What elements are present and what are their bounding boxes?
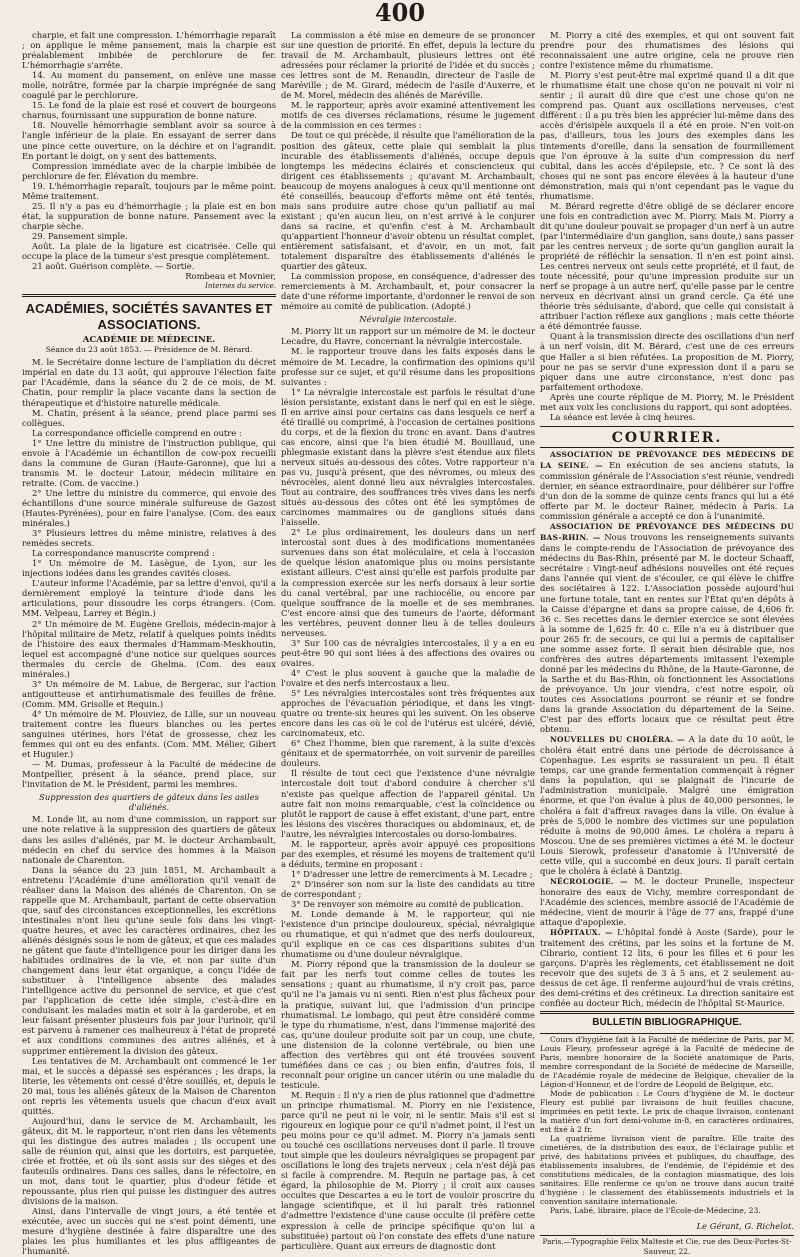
page-number: 400 — [374, 0, 426, 27]
case-paragraph: 25. Il n'y a pas eu d'hémorrhagie ; la plaie est en bon état, la suppuration de bonne nature. Pansement avec la charpie sèche. — [22, 200, 276, 231]
session-paragraph: La correspondance manuscrite comprend : — [32, 548, 215, 559]
neuralgie-paragraph: M. le rapporteur trouve dans les faits exposés dans le mémoire de M. Lecadre, la confirmation des opinions qu'il professe sur ce sujet, et qu'il résume dans les propositions suivantes : — [281, 346, 535, 387]
courrier-text: M. le docteur Prunelle, inspecteur honoraire des eaux de Vichy, membre correspondant de l'Académie des sciences, membre associé de l'Académie de médecine, vient de mourir à l'âge de 77 ans, frappé d'une attaque d'apoplexie. — [540, 875, 794, 928]
biblio-heading: BULLETIN BIBLIOGRAPHIQUE. — [592, 1017, 742, 1029]
debate-paragraph: M. Piorry a cité des exemples, et qui ont souvent fait prendre pour des rhumatismes des lésions qui reconnaissaient une autre origine, cela ne prouve rien contre l'existence même du rhumatisme. — [540, 30, 794, 71]
courrier-text: A la date du 10 août, le choléra était entré dans une période de décroissance à Copenhague. Les esprits se rassuraient un peu. Il était temps, car une grande fermentation commençait à régner dans la population, qui se plaignait de l'incurie de l'administration municipale. Malgré une émigration énorme, et que l'on évalue à plus de 40,000 personnes, le choléra a fait d'affreux ravages dans la ville. On évalue à près de 5,000 le nombre des victimes sur une population réduite à moins de 90,000 âmes. Le choléra a reparu à Moscou. Une de ses premières victimes a été M. le docteur Louis Sierowk, professeur d'anatomie à l'Université de cette ville, qui a succombé en deux jours. Il paraît certain que le choléra à éclaté à Dantzig. — [540, 734, 794, 876]
signature — [22, 271, 276, 291]
neuralgie-paragraph: 6° Chez l'homme, bien que rarement, à la suite d'excès génitaux et de spermatorrhée, on voit survenir de pareilles douleurs. — [281, 738, 535, 769]
biblio-paragraph: La quatrième livraison vient de paraître. Elle traite des cimetières, de la distribution des eaux, de l'éclairage public et privé, des habitations privées et publiques, du chauffage, des établissements insalubres, de l'endémie, de l'épidémie et des constitutions médicales, de la contagion miasmatique, des lois sanitaires. Elle renferme ce qu'on ne trouve dans aucun traité d'hygiène : le classement des établissements industriels et la convention sanitaire internationale. — [540, 1133, 794, 1206]
commission-report — [281, 30, 535, 311]
session-paragraph: 1° Une lettre du ministre de l'instruction publique, qui envoie à l'Académie un échantillon de cow-pox recueilli dans la commune de Guran (Haute-Garonne), que lui a transmis M. le docteur Latour, médecin militaire en retraite. (Com. de vaccine.) — [22, 437, 276, 488]
biblio-paragraph: Paris, Labé, libraire, place de l'École-de-Médecine, 23. — [550, 1205, 761, 1215]
suppression-paragraph: M. Londe lit, au nom d'une commission, un rapport sur une note relative à la suppression des quartiers de gâteux dans les asiles d'aliénés, par M. le docteur Archambault, médecin en chef du service des hommes à la Maison nationale de Charenton. — [22, 814, 276, 865]
neuralgie-paragraph: M. Piorry répond que la transmission de la douleur se fait par les nerfs tout comme celles de toutes les sensations ; quant au rhumatisme, il n'y croit pas, parce qu'il ne l'a jamais vu ni senti. Rien n'est plus fâcheux pour la pratique, suivant lui, que l'admission d'un principe rhumatismal. Le lombago, qui peut être considéré comme le type du rhumatisme, n'est, dans l'immense majorité des cas, qu'une douleur produite soit par un coup, une chute, une distension de la colonne vertébrale, ou bien une affection des vertèbres qui ont été trouvées souvent tuméfiées dans ce cas ; ou bien enfin, d'autres fois, il reconnaît pour origine un cancer utérin ou une maladie du testicule. — [281, 959, 535, 1090]
biblio-rule — [540, 1011, 794, 1014]
debate-paragraph: Quant à la transmission directe des oscillations d'un nerf à un nerf voisin, dit M. Bérard, c'est une de ces erreurs que Haller a si bien réfutées. La proposition de M. Piorry, pour ne pas se servir d'une expression dont il a paru se piquer dans une autre circonstance, n'est donc pas parfaitement orthodoxe. — [540, 331, 794, 392]
session-paragraph: 1° Un mémoire de M. Lasègue, de Lyon, sur les injections iodées dans les grandes cavités closes. — [22, 558, 276, 579]
neuralgie-paragraph: 3° Sur 100 cas de névralgies intercostales, il y a en eu peut-être 90 qui sont liées à des affections des ovaires ou ovaires. — [281, 637, 535, 668]
commission-paragraph: La commission a été mise en demeure de se prononcer sur une question de priorité. En effet, depuis la lecture du travail de M. Archambault, plusieurs lettres ont été adressées pour réclamer la priorité de l'idée et du succès ; ces lettres sont de M. Renaudin, directeur de l'asile de Maréville ; de M. Girard, médecin de l'asile d'Auxerre, et de M. Morel, médecin des aliénés de Maréville. — [281, 30, 535, 101]
case-paragraph: 21 août. Guérison complète. — Sortie. — [32, 261, 195, 272]
session-paragraph: 4° Un mémoire de M. Plouviez, de Lille, sur un nouveau traitement contre les flueurs blanches ou les pertes sanguines utérines, hors l'état de grossesse, chez les femmes qui ont eu des enfants. (Com. MM. Mélier, Gibert et Huguier.) — [22, 708, 276, 760]
case-paragraph: Août. La plaie de la ligature est cicatrisée. Celle qui occupe la place de la tumeur s'est presque complètement. — [22, 240, 276, 262]
case-paragraph: 19. L'hémorrhagie reparaît, toujours par le même point. Même traitement. — [22, 180, 276, 201]
courrier-rule-bottom — [540, 447, 794, 448]
case-paragraph: charpie, et fait une compression. L'hémorrhagie reparaît ; on applique le même pansement, mais la charpie est préalablement imbibée de perchlorure de fer. L'hémorrhagie s'arrête. — [22, 30, 276, 71]
neuralgie-paragraph: 2° Le plus ordinairement, les douleurs dans un nerf intercostal sont dues à des modifications momentanées survenues dans son état moléculaire, et cela à l'occasion de quelque lésion anatomique plus ou moins persistante existant ailleurs. C'est ainsi qu'elle est parfois produite par la compression exercée sur les nerfs dorsaux à leur sortie du canal vertébral, par une rachiocélie, ou encore par quelque souffrance de la moelle et de ses membranes. C'est encore ainsi que des tumeurs de l'aorte, déformant les vertèbres, peuvent donner lieu à de telles douleurs nerveuses. — [281, 527, 535, 638]
neuralgie-paragraph: M. le rapporteur, après avoir appuyé ces propositions par des exemples, et résumé les moyens de traitement qu'il a déduits, termine en proposant : — [281, 838, 535, 869]
session-paragraph: 3° Un mémoire de M. Labue, de Bergerac, sur l'action antigoutteuse et antirhumatismale des feuilles de frêne. (Comm. MM. Grisolle et Requin.) — [22, 678, 276, 709]
session-report — [22, 357, 276, 789]
courrier-keyword: NÉCROLOGIE. — — [550, 876, 628, 886]
courrier-text: Nous trouvons les renseignements suivants dans le compte-rendu de l'Association de prévoyance des médecins du Bas-Rhin, présenté par M. le docteur Schaaff, secrétaire : Vingt-neuf adhésions nouvelles ont été reçues dans l'année qui vient de s'écouler, ce qui élève le chiffre des sociétaires à 122. L'Association possède aujourd'hui une fortune totale, tant en rentes sur l'État qu'en dépôts à la Caisse d'épargne et dans sa propre caisse, de 4,606 fr. 36 c. Ses recettes dans le dernier exercice se sont élevées à la somme de 1,625 fr. 40 c. Elle n'a eu à distribuer que pour 265 fr. de secours, ce qui lui a permis de capitaliser une somme assez forte. Il serait bien désirable que, nos confrères des autres départements imitassent l'exemple donné par les médecins du Rhône, de la Haute-Garonne, de la Sarthe et du Bas-Rhin, où fonctionnent les Associations de prévoyance. Un jour viendra, c'est notre espoir, où toutes ces Associations pourront se réunir et se fondre dans la grande Association du département de la Seine. C'est par des efforts locaux que ce résultat peut être obtenu. — [540, 532, 794, 735]
signature-names: Rombeau et Movnier, — [185, 271, 276, 282]
commission-paragraph: La commission propose, en conséquence, d'adresser des remerciements à M. Archambault, et, pour consacrer la date d'une réforme importante, d'ordonner le renvoi de son mémoire au comité de publication. (Adopté.) — [281, 271, 535, 312]
case-paragraph: 18. Nouvelle hémorrhagie semblant avoir sa source à l'angle inférieur de la plaie. En essayant de serrer dans une pince cette ouverture, on la déchire et on l'agrandit. En portant le doigt, on y sent des battements. — [22, 120, 276, 161]
section-rule — [22, 294, 276, 297]
courrier-keyword: ASSOCIATION DE PRÉVOYANCE DES MÉDECINS DU BAS-RHIN. — — [540, 522, 794, 543]
debate-report — [540, 30, 794, 422]
session-paragraph: 3° Plusieurs lettres du même ministre, relatives à des remèdes secrets. — [22, 528, 276, 549]
column-2 — [281, 30, 535, 1251]
case-paragraph: 15. Le fond de la plaie est rosé et couvert de bourgeons charnus, fournissant une suppuration de bonne nature. — [22, 100, 276, 121]
case-paragraph: 14. Au moment du pansement, on enlève une masse molle, noirâtre, formée par la charpie imprégnée de sang coagulé par le perchlorure. — [22, 70, 276, 101]
session-paragraph: — M. Dumas, professeur à la Faculté de médecine de Montpellier, présent à la séance, prend place, sur l'invitation de M. le Président, parmi les membres. — [22, 759, 276, 790]
session-paragraph: L'auteur informe l'Académie, par sa lettre d'envoi, qu'il a dernièrement employé la teinture d'iode dans les articulations, pour dissoudre les corps étrangers. (Com. MM. Velpeau, Larrey et Bégin.) — [22, 578, 276, 619]
courrier-item — [540, 927, 794, 1008]
suppression-paragraph: Aujourd'hui, dans le service de M. Archambault, les gâteux, dit M. le rapporteur, n'ont rien dans les vêtements qui les distingue des autres malades ; ils occupent une salle de réunion qui, ainsi que les dortoirs, est parquetée, cirée et frottée, et où ils sont assis sur des sièges et des fauteuils ordinaires. Dans ces salles, dans le réfectoire, en un mot, dans tout le quartier, plus d'odeur fétide et repoussante, plus rien qui puisse les distinguer des autres divisions de la maison. — [22, 1115, 276, 1207]
suppression-paragraph: Dans la séance du 23 juin 1851, M. Archambault a entretenu l'Académie d'une amélioration qu'il venait de réaliser dans la Maison des aliénés de Charenton. On se rappelle que M. Archambault, partant de cette observation que, sauf des circonstances exceptionnelles, les excrétions intestinales n'ont lieu qu'une seule fois dans les vingt-quatre heures, et avec les caractères ordinaires, chez les aliénés désignés sous le nom de gâteux, et que ces malades ne gâtent que faute d'intelligence pour les diriger dans les habitudes ordinaires de la vie, et non par suite d'un changement dans leur état organique, a conçu l'idée de substituer à l'intelligence absente des malades l'intelligence active du personnel de service, et que c'est par l'application de cette idée simple, c'est-à-dire en conduisant les malades matin et soir à la garderobe, et en leur faisant présenter plusieurs fois par jour l'urinoir, qu'il est parvenu à ramener ces malheureux à l'état de propreté et aux conditions communes des autres aliénés, et à supprimer entièrement la division des gâteux. — [22, 864, 276, 1056]
biblio-items — [540, 1035, 794, 1215]
debate-paragraph: M. Piorry s'est peut-être mal exprimé quand il a dit que le rhumatisme était une chose qu'on ne pouvait ni voir ni sentir ; il aurait dû dire que c'est une chose qu'on ne comprend pas. Quant aux oscillations nerveuses, c'est différent : il a pu très bien les apprécier lui-même dans des accès d'érisipèle auxquels il a été en proie. N'en voit-on pas, d'ailleurs, tous les jours des exemples dans les tintements d'oreille, dans la sensation de fourmillement que l'on éprouve à la suite d'un compression du nerf cubital, dans les accès d'épilepsie, etc. ? Ce sont là des choses qui ne sont pas encore élevées à la hauteur d'une démonstration, mais qui n'ont cependant pas le vague du rhumatisme. — [540, 70, 794, 201]
debate-paragraph: M. Bérard regrette d'être obligé de se déclarer encore une fois en contradiction avec M. Piorry. Mais M. Piorry a dit qu'une douleur pouvait se propager d'un nerf à un autre (par l'intermédiaire d'un ganglion, sans doute,) sans passer par les centres nerveux ; de sorte qu'un ganglion aurait la propriété de réfléchir la sensation. Il n'en est point ainsi. Les centres nerveux ont seuls cette propriété, et il faut, de toute nécessité, pour qu'une impression produite sur un nerf se propage à un autre nerf, qu'elle passe par le centre nerveux en décrivant ainsi un grand cercle. Ça été une théorie très séduisante, d'abord, que celle qui consistait à attribuer l'action réflexe aux ganglions ; mais cette théorie a été démontrée fausse. — [540, 200, 794, 332]
session-paragraph: M. Chatin, présent à la séance, prend place parmi ses collègues. — [22, 407, 276, 428]
neuralgie-paragraph: Il résulte de tout ceci que l'existence d'une névralgie intercostale doit tout d'abord conduire à chercher s'il n'existe pas quelque affection de l'appareil génital. Un autre fait non moins remarquable, c'est la coïncidence ou plutôt le rapport de cause à effet existant, d'une part, entre les lésions des viscères thoraciques ou abdominaux, et, de l'autre, les névralgies intercostales ou dorso-lombaires. — [281, 768, 535, 839]
session-paragraph: M. le Secrétaire donne lecture de l'ampliation du décret impérial en date du 13 août, qui approuve l'élection faite par l'Académie, dans la séance du 2 de ce mois, de M. Chatin, pour remplir la place vacante dans la section de thérapeutique et d'histoire naturelle médicale. — [22, 357, 276, 408]
neuralgie-report — [281, 326, 535, 1250]
imprint-line: Paris.—Typographie Félix Malteste et Cie, rue des Deux-Portes-St-Sauveur, 22. — [542, 1236, 792, 1256]
neuralgie-paragraph: 1° D'adresser une lettre de remerciments à M. Lecadre ; — [291, 868, 533, 879]
biblio-rule-bottom — [540, 1033, 794, 1034]
suppression-paragraph: Les tentatives de M. Archambault ont commencé le 1er mai, et le succès a dépassé ses espérances ; les draps, la literie, les vêtements ont cessé d'être souillés, et, depuis le 20 mai, tous les aliénés gâteux de la Maison de Charenton ont repris les vêtements usuels que chacun d'eux avait quittés. — [22, 1055, 276, 1116]
courrier-item — [540, 521, 794, 734]
courrier-keyword: HÔPITAUX. — — [550, 928, 613, 938]
neuralgie-heading: Névralgie intercostale. — [359, 314, 457, 325]
biblio-paragraph: Mode de publication : Le Cours d'hygiène de M. le docteur Fleury est publié par livraisons de huit feuilles chacune, imprimées en petit texte. Le prix de chaque livraison, contenant la matière d'un fort demi-volume in-8, en caractères ordinaires, est fixé à 2 fr. — [540, 1088, 794, 1134]
courrier-item — [540, 876, 794, 927]
neuralgie-paragraph: M. Londe demande à M. le rapporteur, qui nie l'existence d'un principe douloureux, spécial, névralgique ou rhumatique, et qui n'admet que des nerfs douloureux, qu'il explique en ce cas ces disparitions subites d'un rhumatisme ou d'une douleur névralgique. — [281, 909, 535, 960]
courrier-items — [540, 449, 794, 1009]
neuralgie-paragraph: 4° C'est le plus souvent à gauche que la maladie de l'ovaire et des nerfs intercostaux a lieu. — [281, 667, 535, 688]
section-title: ACADÉMIES, SOCIÉTÉS SAVANTES ET ASSOCIATIONS. — [25, 301, 273, 333]
neuralgie-paragraph: 1° La névralgie intercostale est parfois le résultat d'une lésion persistante, existant dans le nerf qui en est le siège. Il en arrive ainsi pour certains cas dans lesquels ce nerf a été tiraillé ou comprimé, à l'occasion de certaines positions du corps, et de la flexion du tronc en avant. Dans d'autres cas encore, ainsi que l'a bien étudié M. Bouillaud, une phlegmasie existant dans la plèvre s'est étendue aux filets nerveux situés au-dessous des côtes. Votre rapporteur n'a pas vu, jusqu'à présent, que des névromes, ou mieux des névrocèles, aient donné lieu aux névralgies intercostales. Tout au contraire, des souffrances très vives dans les nerfs situés au-dessous des côtes ont été les symptômes de carcinomes mammaires ou de ganglions situés dans l'aisselle. — [281, 386, 535, 528]
academy-heading: ACADÉMIE DE MÉDECINE. — [82, 335, 216, 346]
courrier-heading: COURRIER. — [611, 429, 723, 446]
debate-paragraph: La séance est levée à cinq heures. — [550, 411, 696, 422]
case-paragraph: Compression immédiate avec de la charpie imbibée de perchlorure de fer. Élévation du membre. — [22, 160, 276, 181]
suppression-heading: Suppression des quartiers de gâteux dans les asiles d'aliénés. — [39, 792, 259, 813]
commission-paragraph: De tout ce qui précède, il résulte que l'amélioration de la position des gâteux, cette plaie qui semblait la plus incurable des établissements d'aliénés, occupe depuis longtemps les médecins éclairés et consciencieux qui dirigent ces établissements ; qu'avant M. Archambault, beaucoup de moyens analogues à ceux qu'il mentionne ont été conseillés, beaucoup d'efforts même ont été tentés, mais sans produire autre chose qu'un palliatif au mal existant ; qu'en aucun lieu, on n'est arrivé à le conjurer dans sa racine, et qu'enfin c'est à M. Archambault qu'appartient l'honneur d'avoir obtenu un résultat complet, entièrement satisfaisant, et d'avoir, en un mot, fait totalement disparaître des établissements d'aliénés le quartier des gâteux. — [281, 130, 535, 272]
gerant-line: Le Gérant, G. Richelot. — [696, 1220, 794, 1231]
session-paragraph: La correspondance officielle comprend en outre : — [32, 427, 242, 438]
debate-paragraph: Après une courte réplique de M. Piorry, M. le Président met aux voix les conclusions du rapport, qui sont adoptées. — [540, 391, 794, 412]
case-report — [22, 30, 276, 271]
courrier-item — [540, 734, 794, 876]
commission-paragraph: M. le rapporteur, après avoir examiné attentivement les motifs de ces diverses réclamations, résume le jugement de la commission en ces termes : — [281, 100, 535, 131]
column-1 — [22, 30, 276, 1256]
courrier-rule — [540, 426, 794, 427]
session-paragraph: 2° Une lettre du ministre du commerce, qui envoie des échantillons d'une source minérale sulfureuse de Gazost (Hautes-Pyrénées), pour en faire l'analyse. (Com. des eaux minérales.) — [22, 487, 276, 529]
neuralgie-paragraph: M. Requin : Il n'y a rien de plus rationnel que d'admettre un principe rhumatismal. M. Piorry en nie l'existence, parce qu'il ne peut ni le voir, ni le sentir. Mais s'il est si rigoureux en logique pour ce qu'il n'admet point, il l'est un peu moins pour ce qu'il admet. M. Piorry n'a jamais senti ou touché ces oscillations nerveuses dont il parle. Il trouve tout simple que les douleurs névralgiques se propagent par oscillations le long des trajets nerveux ; cela n'est déjà pas si facile à comprendre. M. Requin ne partage pas, à cet égard, la philosophie de M. Piorry ; il croit aux causes occultes que Descartes a eu le tort de vouloir proscrire du langage scientifique, et il lui paraît très rationnel d'admettre l'existence d'une cause occulte (il préfère cette expression à celle de principe spécifique qu'on lui a substituée) partout où l'on constate des effets d'une nature particulière. Quant aux erreurs de diagnostic dont — [281, 1089, 535, 1251]
imprint-rule — [540, 1235, 794, 1236]
neuralgie-paragraph: 2° D'insérer son nom sur la liste des candidats au titre de correspondant ; — [281, 878, 535, 899]
biblio-paragraph: Cours d'hygiène fait à la Faculté de médecine de Paris, par M. Louis Fleury, professeur agrégé à la Faculté de médecine de Paris, membre honoraire de la Société anatomique de Paris, membre correspondant de la Société de médecine de Marseille, de l'Académie royale de médecine de Belgique, chevalier de la Légion-d'Honneur, et de l'ordre de Léopold de Belgique, etc. — [540, 1034, 794, 1089]
courrier-text: En exécution de ses anciens statuts, la commission générale de l'Association s'est réunie, vendredi dernier, en séance extraordinaire, pour délibérer sur l'offre d'un don de la somme de quinze cents francs qui lui a été offerte par M. le docteur Rainer, médecin à Paris. La commission générale a accepté ce don à l'unanimité. — [540, 459, 794, 522]
neuralgie-paragraph: M. Piorry lit un rapport sur un mémoire de M. le docteur Lecadre, du Havre, concernant la névralgie intercostale. — [281, 326, 535, 347]
session-paragraph: 2° Un mémoire de M. Eugène Grellois, médecin-major à l'hôpital militaire de Metz, relatif à quelques points inédits de l'histoire des eaux thermales d'Hammam-Meskhoutin, lequel est accompagné d'une notice sur quelques sources thermales du cercle de Ghelma. (Com. des eaux minérales.) — [22, 618, 276, 679]
suppression-paragraph: Ainsi, dans l'intervalle de vingt jours, a été tentée et exécutée, avec un succès qui ne s'est point démenti, une mesure d'hygiène destinée à faire disparaître une des plaies les plus humiliantes et les plus affligeantes de l'humanité. — [22, 1206, 276, 1257]
column-3 — [540, 30, 794, 1257]
signature-role: Internes du service. — [205, 282, 276, 291]
case-paragraph: 29. Pansement simple. — [32, 230, 128, 241]
courrier-item — [540, 449, 794, 521]
suppression-report — [22, 814, 276, 1256]
session-line: Séance du 23 août 1853. — Présidence de M. Bérard. — [45, 345, 253, 355]
courrier-text: L'hôpital fondé à Aoste (Sarde), pour le traitement des crétins, par les soins et la fortune de M. Cibrario, contient 12 lits, 6 pour les filles et 6 pour les garçons. D'après les règlements, cet établissement ne doit recevoir que des sujets de 3 à 5 ans, et 2 seulement au-dessus de cet âge. Il renferme aujourd'hui de vrais crétins, des demi-crétins et des crétineux. La direction sanitaire est confiée au docteur Rich, médecin de l'hôpital St-Maurice. — [540, 927, 795, 1009]
neuralgie-paragraph: 3° De renvoyer son mémoire au comité de publication. — [291, 899, 524, 910]
neuralgie-paragraph: 5° Les névralgies intercostales sont très fréquentes aux approches de l'évacuation périodique, et dans les vingt-quatre ou trente-six heures qui les suivent. On les observe encore dans les cas où le col de l'utérus est ulcéré, dévié, carcinomateux, etc. — [281, 688, 535, 739]
courrier-keyword: NOUVELLES DU CHOLÉRA. — — [550, 735, 686, 745]
courrier-keyword: ASSOCIATION DE PRÉVOYANCE DES MÉDECINS DE LA SEINE. — — [540, 449, 794, 470]
